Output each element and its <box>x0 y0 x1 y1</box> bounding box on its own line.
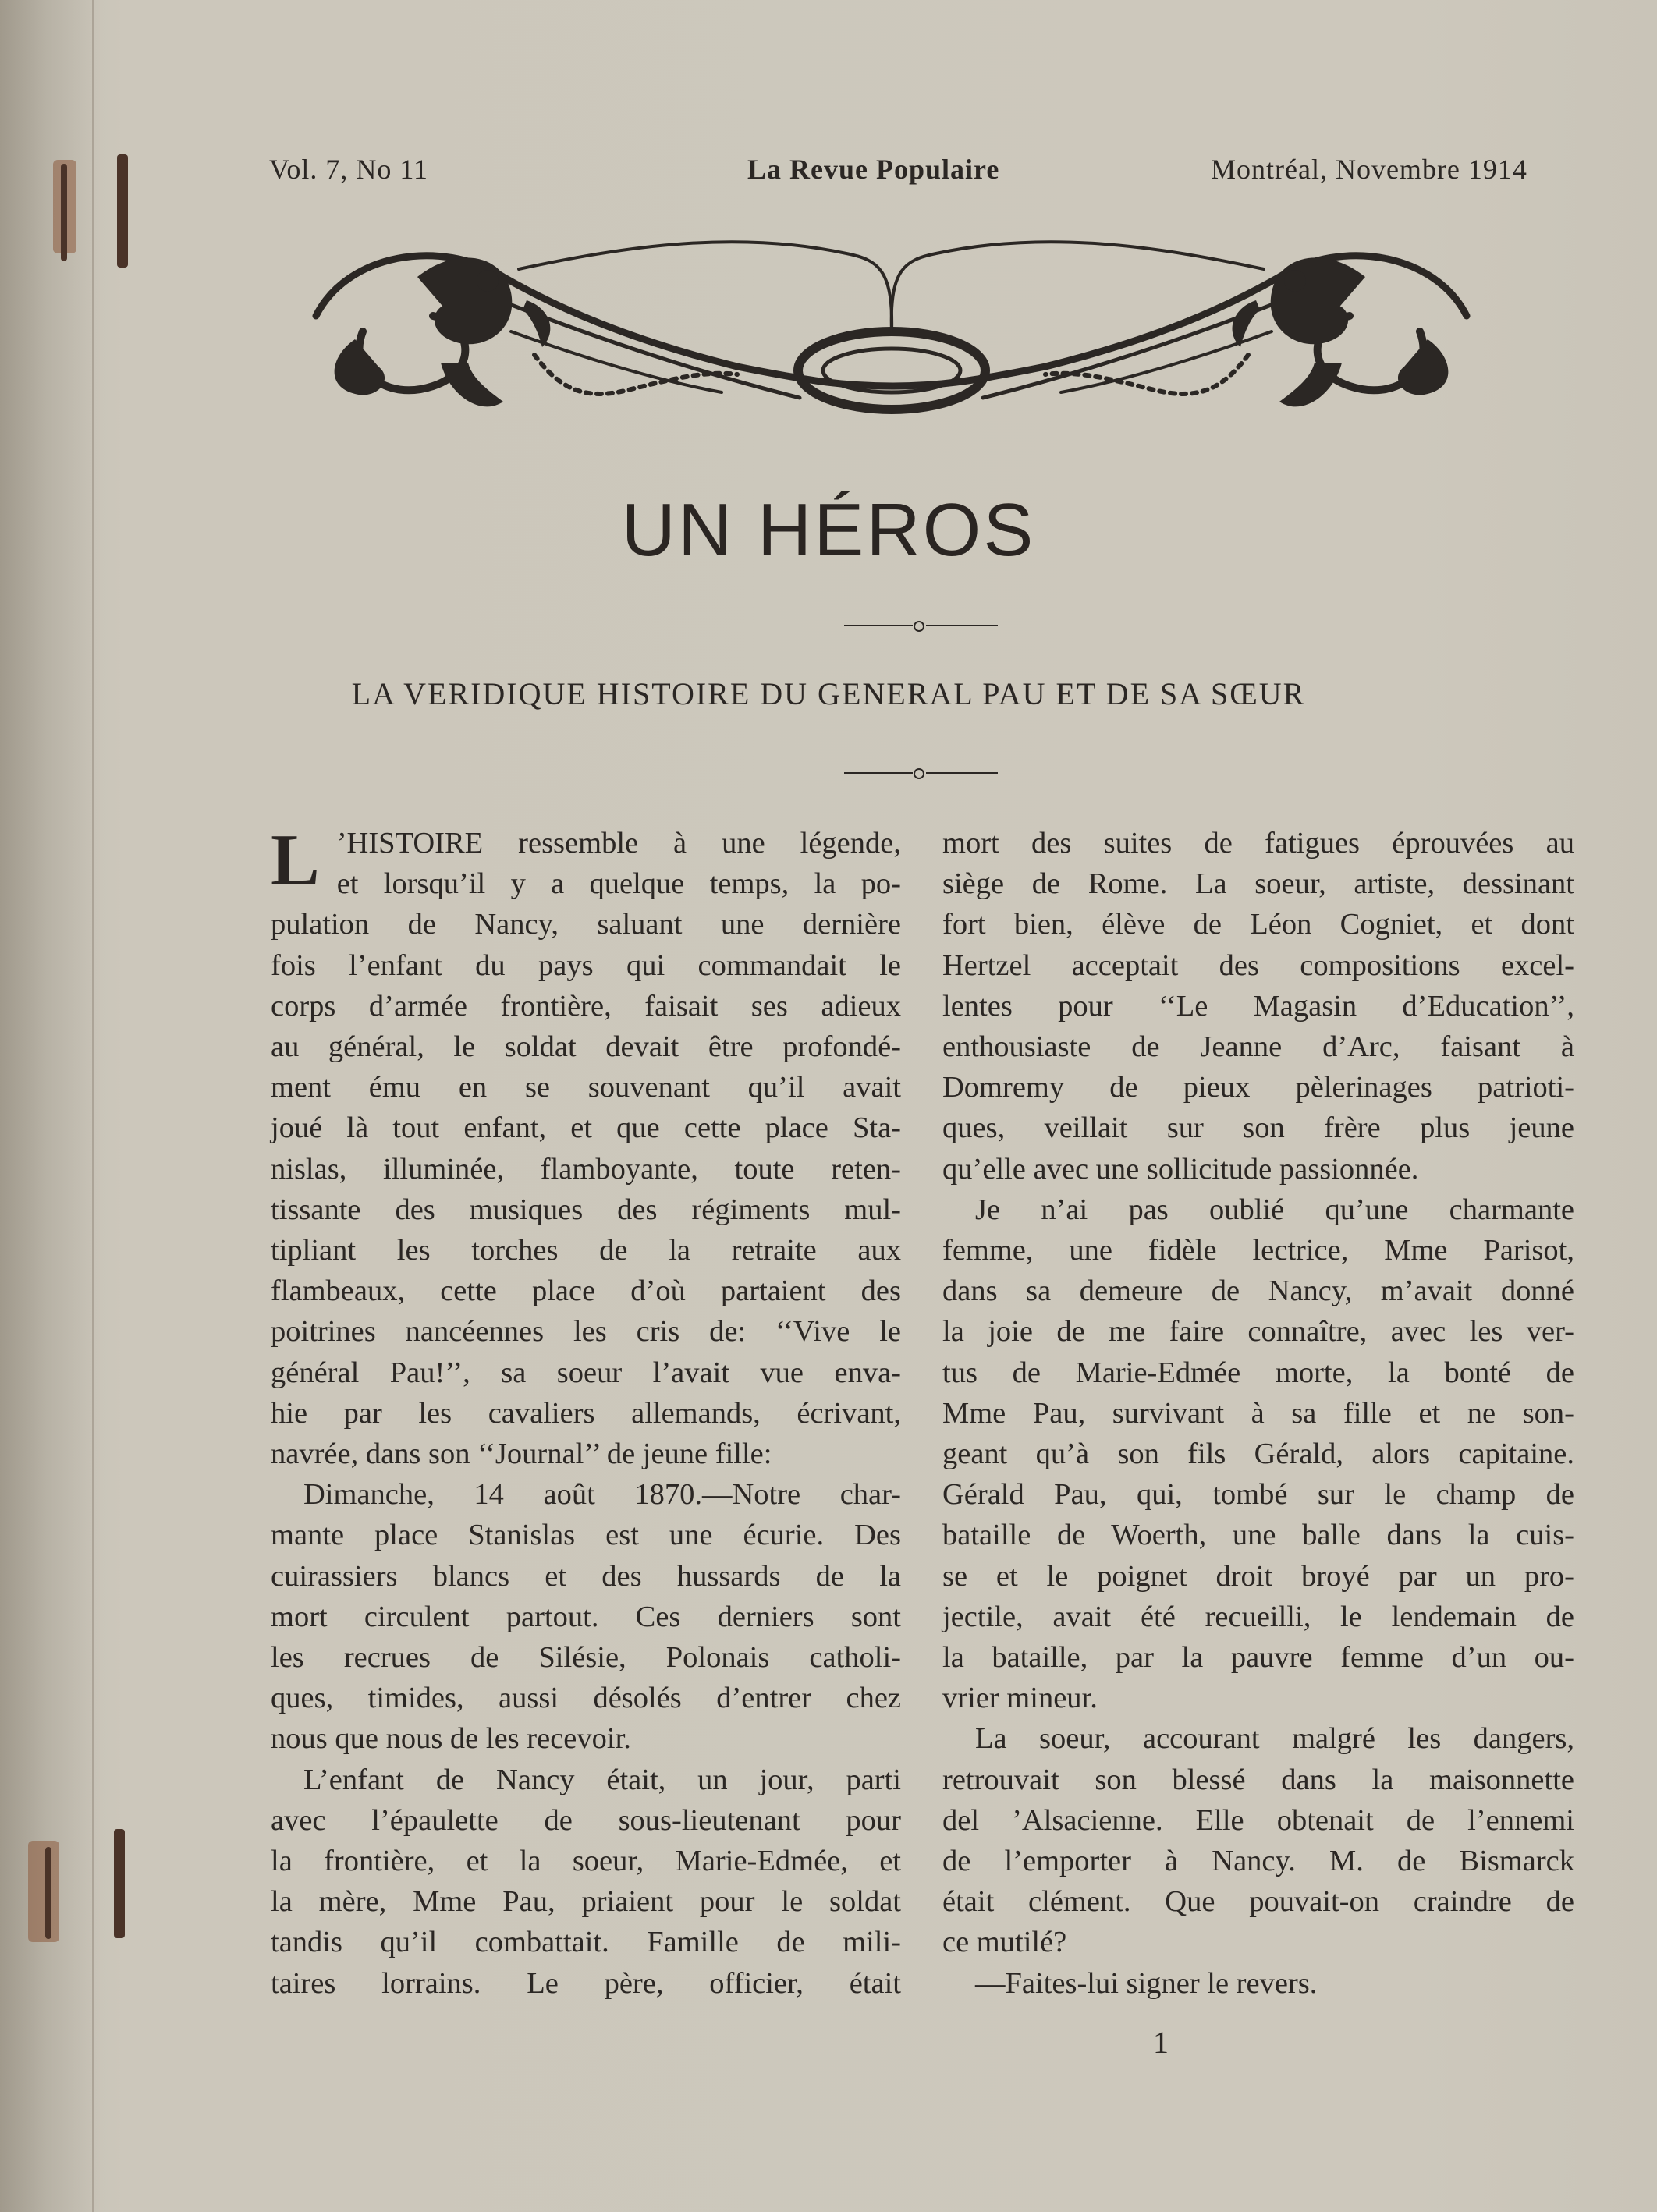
article-line: ques, timides, aussi désolés d’entrer chez <box>271 1682 901 1715</box>
article-line: mante place Stanislas est une écurie. Des <box>271 1519 901 1552</box>
article-line: femme, une fidèle lectrice, Mme Parisot, <box>942 1234 1574 1267</box>
article-line: se et le poignet droit broyé par un pro- <box>942 1559 1574 1593</box>
article-line: siège de Rome. La soeur, artiste, dessinant <box>942 867 1574 901</box>
article-line: Je n’ai pas oublié qu’une charmante <box>975 1193 1574 1226</box>
divider-bottom-circle <box>914 768 924 779</box>
article-line: ce mutilé? <box>942 1926 1067 1959</box>
divider-top-circle <box>914 621 924 632</box>
article-line: tandis qu’il combattait. Famille de mili- <box>271 1926 901 1959</box>
article-line: L’enfant de Nancy était, un jour, parti <box>303 1763 901 1796</box>
article-line: jectile, avait été recueilli, le lendemain de <box>942 1600 1574 1633</box>
article-line: Gérald Pau, qui, tombé sur le champ de <box>942 1478 1574 1512</box>
article-line: fois l’enfant du pays qui commandait le <box>271 948 901 982</box>
article-line: Hertzel acceptait des compositions excel- <box>942 948 1574 982</box>
art-nouveau-ornament <box>300 222 1482 433</box>
article-line: avec l’épaulette de sous-lieutenant pour <box>271 1803 901 1837</box>
staple-bottom-left-leg <box>45 1847 51 1939</box>
article-line: geant qu’à son fils Gérald, alors capitaine. <box>942 1437 1574 1471</box>
article-line: tipliant les torches de la retraite aux <box>271 1234 901 1267</box>
article-line: Domremy de pieux pèlerinages patrioti- <box>942 1071 1574 1104</box>
article-line: pulation de Nancy, saluant une dernière <box>271 908 901 941</box>
text-column-right <box>942 823 1574 2004</box>
place-and-date: Montréal, Novembre 1914 <box>1211 154 1527 185</box>
article-line: était clément. Que pouvait-on craindre de <box>942 1885 1574 1919</box>
divider-bottom-right <box>926 772 998 774</box>
text-column-left <box>271 820 901 2004</box>
staple-top-left-leg <box>61 164 67 261</box>
article-line: tissante des musiques des régiments mul- <box>271 1193 901 1226</box>
staple-top <box>117 154 128 268</box>
page-number: 1 <box>1153 2025 1169 2060</box>
article-title: UN HÉROS <box>621 488 1036 572</box>
article-line: la mère, Mme Pau, priaient pour le soldat <box>271 1885 901 1919</box>
article-line: qu’elle avec une sollicitude passionnée. <box>942 1152 1419 1186</box>
article-line: —Faites-lui signer le revers. <box>975 1966 1318 2000</box>
article-line: ques, veillait sur son frère plus jeune <box>942 1111 1574 1145</box>
article-line: Mme Pau, survivant à sa fille et ne son- <box>942 1396 1574 1430</box>
article-line: mort circulent partout. Ces derniers sont <box>271 1600 901 1633</box>
staple-bottom <box>114 1829 125 1938</box>
binding-fold-line <box>92 0 94 2212</box>
article-line: joué là tout enfant, et que cette place Sta- <box>271 1111 901 1145</box>
article-line: corps d’armée frontière, faisait ses adieux <box>271 989 901 1023</box>
article-line: dans sa demeure de Nancy, m’avait donné <box>942 1274 1574 1308</box>
article-line: tus de Marie-Edmée morte, la bonté de <box>942 1356 1574 1389</box>
article-line: la bataille, par la pauvre femme d’un ou- <box>942 1641 1574 1675</box>
article-line: mort des suites de fatigues éprouvées au <box>942 827 1574 860</box>
article-line: enthousiaste de Jeanne d’Arc, faisant à <box>942 1030 1574 1064</box>
divider-bottom-left <box>844 772 913 774</box>
article-line: poitrines nancéennes les cris de: ‘‘Vive le <box>271 1315 901 1349</box>
publication-name: La Revue Populaire <box>747 154 1000 185</box>
article-line: del ’Alsacienne. Elle obtenait de l’ennemi <box>942 1803 1574 1837</box>
article-line: fort bien, élève de Léon Cogniet, et dont <box>942 908 1574 941</box>
rust-stain-bottom <box>28 1841 59 1942</box>
article-line: nous que nous de les recevoir. <box>271 1722 631 1756</box>
article-line: lentes pour ‘‘Le Magasin d’Education’’, <box>942 989 1574 1023</box>
article-line: général Pau!’’, sa soeur l’avait vue enva- <box>271 1356 901 1389</box>
article-line: ’HISTOIRE ressemble à une légende, <box>336 827 901 860</box>
article-line: ment ému en se souvenant qu’il avait <box>271 1071 901 1104</box>
article-line: La soeur, accourant malgré les dangers, <box>975 1722 1574 1756</box>
article-line: flambeaux, cette place d’où partaient des <box>271 1274 901 1308</box>
article-line: cuirassiers blancs et des hussards de la <box>271 1559 901 1593</box>
article-line: de l’emporter à Nancy. M. de Bismarck <box>942 1845 1574 1878</box>
volume-number: Vol. 7, No 11 <box>269 154 429 185</box>
article-line: la joie de me faire connaître, avec les ver- <box>942 1315 1574 1349</box>
article-line: nislas, illuminée, flamboyante, toute reten- <box>271 1152 901 1186</box>
divider-top-left <box>844 625 913 626</box>
article-line: et lorsqu’il y a quelque temps, la po- <box>336 867 901 901</box>
article-line: Dimanche, 14 août 1870.—Notre char- <box>303 1478 901 1512</box>
article-line: taires lorrains. Le père, officier, était <box>271 1966 901 2000</box>
article-line: navrée, dans son ‘‘Journal’’ de jeune fille: <box>271 1437 772 1471</box>
article-line: retrouvait son blessé dans la maisonnette <box>942 1763 1574 1796</box>
article-line: vrier mineur. <box>942 1682 1098 1715</box>
article-subtitle: LA VERIDIQUE HISTOIRE DU GENERAL PAU ET DE SA SŒUR <box>351 676 1306 711</box>
article-line: hie par les cavaliers allemands, écrivant, <box>271 1396 901 1430</box>
drop-cap: L <box>271 820 320 901</box>
article-line: la frontière, et la soeur, Marie-Edmée, et <box>271 1845 901 1878</box>
article-line: bataille de Woerth, une balle dans la cuis- <box>942 1519 1574 1552</box>
article-line: au général, le soldat devait être profondé- <box>271 1030 901 1064</box>
article-line: les recrues de Silésie, Polonais catholi- <box>271 1641 901 1675</box>
divider-top-right <box>926 625 998 626</box>
